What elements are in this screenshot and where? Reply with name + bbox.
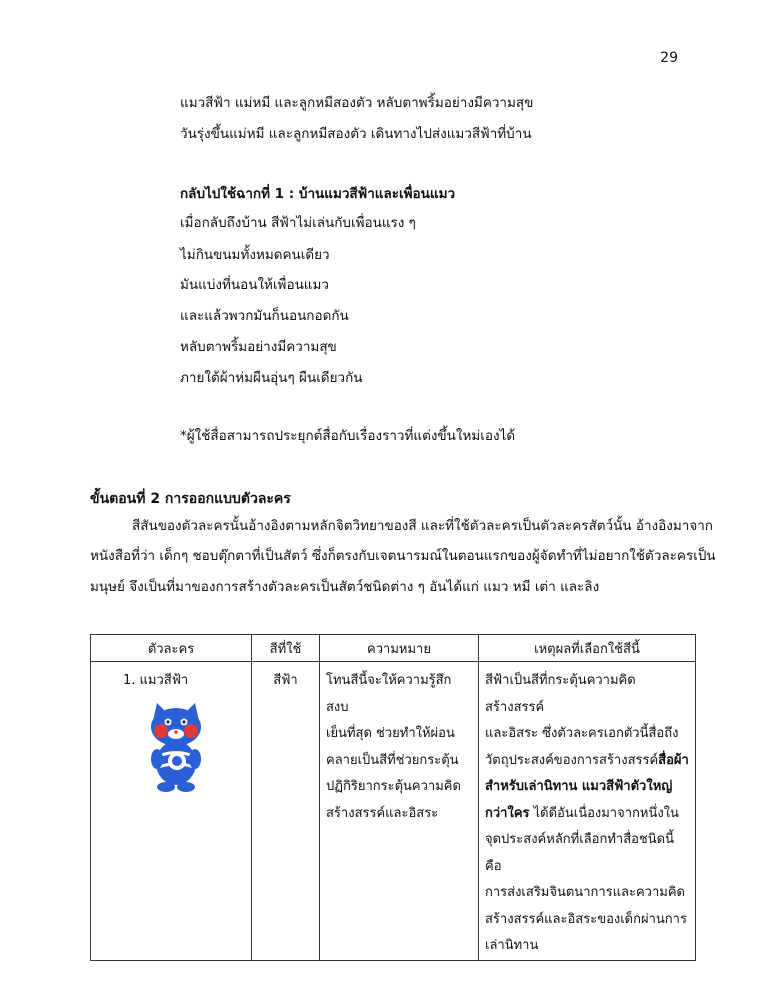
page-number: 29 — [660, 50, 678, 66]
header-character: ตัวละคร — [91, 635, 252, 662]
reason-line: สีฟ้าเป็นสีที่กระตุ้นความคิดสร้างสรรค์ — [485, 673, 636, 715]
reason-line: การส่งเสริมจินตนาการและความคิด — [485, 885, 685, 900]
cell-character — [91, 662, 252, 961]
reason-text: ได้ดีอันเนื่องมาจากหนึ่งใน — [529, 805, 679, 821]
reason-emphasis: สื่อผ้า — [658, 752, 689, 768]
usage-note: *ผู้ใช้สื่อสามารถประยุกต์สื่อกับเรื่องราวที่แต่งขึ้นใหม่เองได้ — [180, 428, 516, 444]
reason-line: สร้างสรรค์และอิสระของเด็กผ่านการ — [485, 911, 687, 927]
header-reason: เหตุผลที่เลือกใช้สีนี้ — [479, 635, 696, 662]
meaning-line: สร้างสรรค์และอิสระ — [326, 805, 439, 821]
blue-cat-doll-icon — [141, 701, 211, 793]
scene-heading: กลับไปใช้ฉากที่ 1 : บ้านแมวสีฟ้าและเพื่อนแมว — [180, 186, 456, 202]
scene-line: และแล้วพวกมันก็นอนกอดกัน — [180, 308, 349, 324]
step-paragraph-line: มนุษย์ จึงเป็นที่มาของการสร้างตัวละครเป็นสัตว์ชนิดต่าง ๆ อันได้แก่ แมว หมี เต่า และลิง — [90, 579, 600, 595]
step-heading: ขั้นตอนที่ 2 การออกแบบตัวละคร — [90, 491, 291, 507]
scene-line: ภายใต้ผ้าห่มผืนอุ่นๆ ผืนเดียวกัน — [180, 370, 363, 386]
cell-reason — [479, 662, 696, 961]
header-meaning: ความหมาย — [320, 635, 479, 662]
reason-line: และอิสระ ซึ่งตัวละครเอกตัวนี้สื่อถึง — [485, 726, 679, 741]
scene-line: มันแบ่งที่นอนให้เพื่อนแมว — [180, 277, 329, 293]
table-header-row — [91, 635, 696, 662]
reason-line: สำหรับเล่านิทาน แมวสีฟ้าตัวใหญ่ — [485, 779, 673, 794]
character-table — [90, 634, 696, 961]
cell-meaning — [320, 662, 479, 961]
step-paragraph-line: หนังสือที่ว่า เด็กๆ ชอบตุ๊กตาที่เป็นสัตว์ ซึ่งก็ตรงกับเจตนารมณ์ในตอนแรกของผู้จัดทำที่ไม่อยากใช้ตัวละครเป็น — [90, 548, 716, 564]
intro-line: แมวสีฟ้า แม่หมี และลูกหมีสองตัว หลับตาพริ้มอย่างมีความสุข — [180, 95, 534, 111]
header-color: สีที่ใช้ — [252, 635, 320, 662]
reason-line — [485, 801, 689, 828]
intro-line: วันรุ่งขึ้นแม่หมี และลูกหมีสองตัว เดินทางไปส่งแมวสีฟ้าที่บ้าน — [180, 126, 532, 142]
reason-emphasis: กว่าใคร — [485, 805, 530, 821]
reason-line — [485, 748, 689, 775]
meaning-line: คลายเป็นสีที่ช่วยกระตุ้น — [326, 752, 459, 768]
reason-text: วัตถุประสงค์ของการสร้างสรรค์ — [485, 752, 659, 768]
table-row — [91, 662, 696, 961]
scene-line: ไม่กินขนมทั้งหมดคนเดียว — [180, 247, 330, 263]
meaning-line: โทนสีนี้จะให้ความรู้สึกสงบ — [326, 673, 452, 715]
meaning-line: ปฏิกิริยากระตุ้นความคิด — [326, 779, 461, 794]
meaning-line: เย็นที่สุด ช่วยทำให้ผ่อน — [326, 726, 455, 741]
step-paragraph-line: สีสันของตัวละครนั้นอ้างอิงตามหลักจิตวิทยาของสี และที่ใช้ตัวละครเป็นตัวละครสัตว์นั้น อ้างอิงมาจาก — [132, 518, 713, 534]
reason-line: เล่านิทาน — [485, 938, 539, 953]
scene-line: หลับตาพริ้มอย่างมีความสุข — [180, 339, 337, 355]
reason-line: จุดประสงค์หลักที่เลือกทำสื่อชนิดนี้คือ — [485, 832, 674, 874]
character-name: 1. แมวสีฟ้า — [123, 673, 189, 688]
scene-line: เมื่อกลับถึงบ้าน สีฟ้าไม่เล่นกับเพื่อนแรง ๆ — [180, 215, 416, 231]
cell-color: สีฟ้า — [252, 662, 320, 961]
